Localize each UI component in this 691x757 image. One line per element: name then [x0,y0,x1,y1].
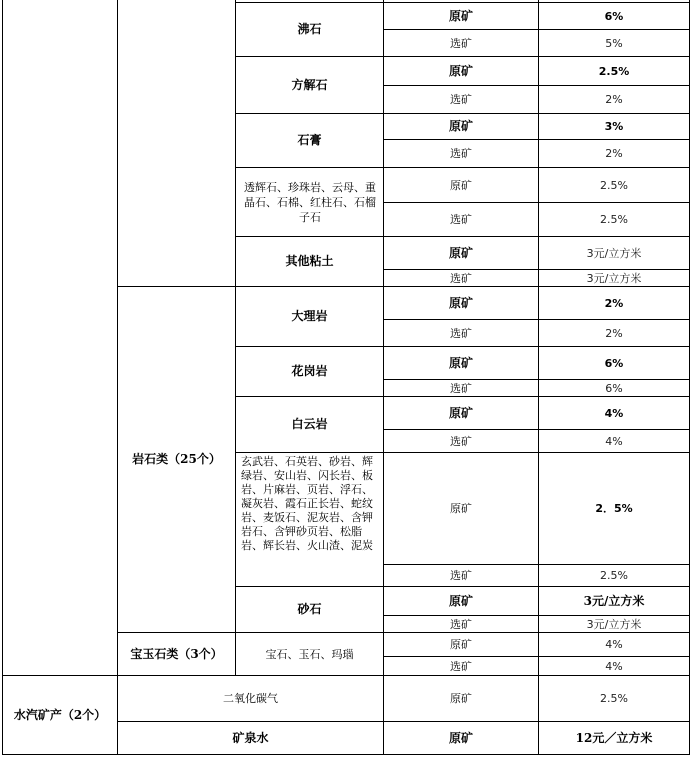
rate-value: 2.5% [600,569,628,582]
rate-value: 4% [605,434,623,448]
form-label: 选矿 [450,434,472,448]
rate-value: 2% [605,326,623,340]
rate-value: 2% [605,147,623,160]
rate-value: 2% [605,93,623,106]
rate-value: 5% [605,36,623,50]
form-label: 原矿 [450,502,472,515]
form-label: 原矿 [448,119,473,133]
rate-value: 3元/立方米 [586,271,642,285]
rate-value: 6% [604,356,624,370]
form-label: 选矿 [450,93,472,106]
mineral-name: 宝石、玉石、玛瑙 [265,647,354,661]
form-label: 选矿 [450,617,472,631]
category-water: 水汽矿产（2个） [13,707,107,722]
rate-value: 2% [604,296,624,310]
form-label: 原矿 [448,8,473,23]
form-label: 原矿 [448,63,473,78]
form-label: 选矿 [450,271,472,285]
category-rocks: 岩石类（25个） [132,452,221,466]
category-gems: 宝玉石类（3个） [130,646,223,661]
rate-value: 6% [604,9,624,23]
form-label: 原矿 [448,730,473,745]
mineral-name: 砂石 [297,602,322,616]
rate-value: 3元/立方米 [583,593,645,608]
mineral-name: 矿泉水 [232,730,269,745]
mineral-name: 白云岩 [291,417,328,431]
form-label: 原矿 [450,692,472,705]
rate-value: 4% [605,659,623,673]
form-label: 选矿 [450,36,472,50]
rate-value: 6% [605,381,623,395]
form-label: 选矿 [450,659,472,673]
rate-value: 3% [604,120,624,133]
form-label: 原矿 [450,178,472,192]
rate-value: 2．5% [595,502,633,515]
mineral-name: 沸石 [297,22,322,36]
form-label: 原矿 [448,355,473,370]
rate-value: 2.5% [598,64,630,78]
form-label: 选矿 [450,147,472,160]
rate-value: 12元／立方米 [575,730,653,745]
rate-value: 4% [605,638,623,651]
mineral-name: 方解石 [291,77,328,92]
mineral-name: 石膏 [297,133,322,147]
form-label: 原矿 [448,593,473,608]
rate-value: 3元/立方米 [586,617,642,631]
mineral-name: 二氧化碳气 [223,692,278,705]
rate-value: 2.5% [600,213,628,226]
rate-value: 4% [604,406,624,420]
form-label: 选矿 [450,381,472,395]
form-label: 选矿 [450,213,472,226]
rate-value: 2.5% [600,692,628,705]
mineral-name: 大理岩 [291,309,328,323]
mineral-name: 玄武岩、石英岩、砂岩、辉绿岩、安山岩、闪长岩、板岩、片麻岩、页岩、浮石、凝灰岩、霞石正长岩、蛇纹岩、麦饭石、泥灰岩、含钾岩石、含钾砂页岩、松脂岩、辉长岩、火山渣、泥炭 [241,455,373,552]
form-label: 原矿 [448,405,473,420]
form-label: 选矿 [450,569,472,582]
form-label: 选矿 [450,326,472,340]
rate-value: 3元/立方米 [586,246,642,260]
form-label: 原矿 [450,638,472,651]
form-label: 原矿 [448,245,473,260]
mineral-name: 其他粘土 [285,254,334,268]
rate-value: 2.5% [600,178,628,192]
mineral-name: 花岗岩 [291,364,328,378]
form-label: 原矿 [448,295,473,310]
mineral-name: 透辉石、珍珠岩、云母、重晶石、石棉、红柱石、石榴子石 [244,180,376,224]
